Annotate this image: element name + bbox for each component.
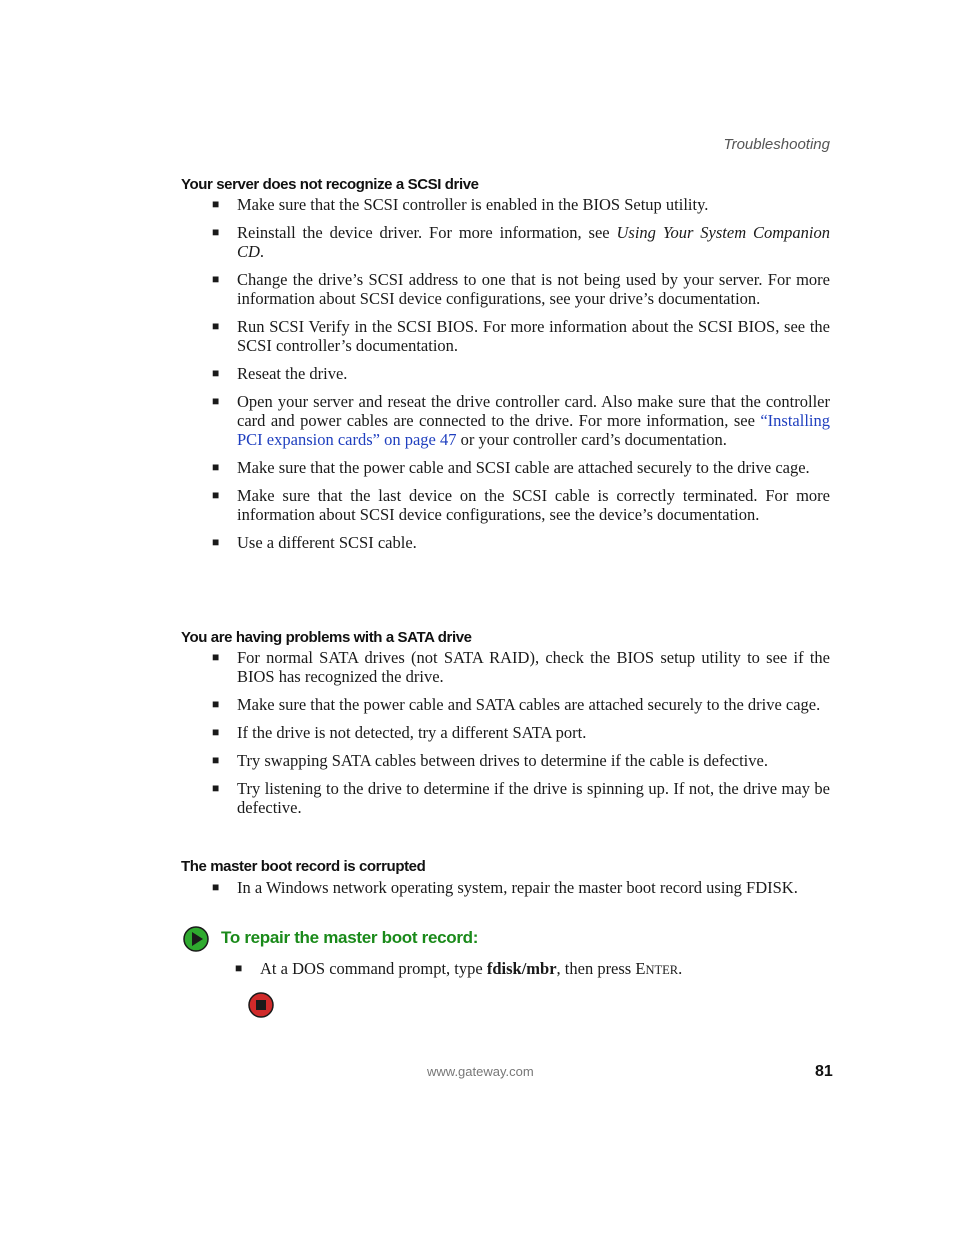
red-stop-icon: [248, 992, 274, 1018]
list-item: ■ Try swapping SATA cables between drives to determine if the cable is defective.: [212, 751, 768, 770]
page-number: 81: [815, 1063, 833, 1080]
bullet-icon: ■: [212, 753, 220, 767]
list-item: ■ Make sure that the SCSI controller is enabled in the BIOS Setup utility.: [212, 195, 709, 214]
scsi-troubleshooting-list: [212, 195, 830, 561]
list-item: ■ Use a different SCSI cable.: [212, 533, 417, 552]
procedure-step: ■ At a DOS command prompt, type fdisk/mbr, then press ENTER.: [235, 959, 683, 978]
pci-expansion-cards-link[interactable]: “Installing PCI expansion cards” on page 47: [237, 411, 830, 449]
bullet-icon: ■: [212, 535, 220, 549]
bullet-icon: ■: [212, 197, 220, 211]
bullet-icon: ■: [212, 394, 220, 408]
green-play-arrow-icon: [183, 926, 209, 952]
section-heading-scsi: Your server does not recognize a SCSI drive: [181, 176, 479, 193]
list-item: ■ Reseat the drive.: [212, 364, 348, 383]
bullet-icon: ■: [212, 781, 220, 795]
list-item: ■ For normal SATA drives (not SATA RAID), check the BIOS setup utility to see if the BIOS has recognized the drive.: [212, 648, 830, 686]
fdisk-command: fdisk/mbr: [486, 959, 557, 978]
bullet-icon: ■: [212, 880, 220, 894]
bullet-icon: ■: [212, 725, 220, 739]
list-item: ■ Reinstall the device driver. For more information, see Using Your System Companion CD.: [212, 223, 831, 261]
list-item: ■ Change the drive’s SCSI address to one that is not being used by your server. For more information about SCSI device configurations, see your drive’s documentation.: [212, 270, 830, 308]
running-header: Troubleshooting: [723, 136, 830, 153]
sata-troubleshooting-list: [212, 648, 830, 826]
list-item: ■ Open your server and reseat the drive controller card. Also make sure that the controller card and power cables are connected to the drive. For more information, see “Installing PCI expansion cards” on page 47 or your controller card’s documentation.: [212, 392, 830, 449]
mbr-list: [212, 878, 837, 906]
list-item: ■ If the drive is not detected, try a different SATA port.: [212, 723, 587, 742]
procedure-steps: [235, 959, 795, 989]
list-item: ■ Make sure that the power cable and SCSI cable are attached securely to the drive cage.: [212, 458, 810, 477]
bullet-icon: ■: [212, 366, 220, 380]
procedure-title: To repair the master boot record:: [221, 928, 479, 947]
bullet-icon: ■: [212, 697, 220, 711]
enter-key: ENTER: [635, 959, 679, 978]
list-item: ■ Make sure that the power cable and SATA cables are attached securely to the drive cage.: [212, 695, 821, 714]
bullet-icon: ■: [212, 650, 220, 664]
bullet-icon: ■: [212, 460, 220, 474]
footer-url: www.gateway.com: [427, 1064, 534, 1079]
bullet-icon: ■: [212, 272, 220, 286]
section-heading-sata: You are having problems with a SATA drive: [181, 629, 472, 646]
bullet-icon: ■: [212, 319, 220, 333]
bullet-icon: ■: [235, 961, 243, 975]
list-item: ■ Run SCSI Verify in the SCSI BIOS. For more information about the SCSI BIOS, see the SCSI controller’s documentation.: [212, 317, 830, 355]
list-item: ■ Make sure that the last device on the SCSI cable is correctly terminated. For more information about SCSI device configurations, see the device’s documentation.: [212, 486, 830, 524]
list-item: ■ In a Windows network operating system, repair the master boot record using FDISK.: [212, 878, 798, 897]
section-heading-mbr: The master boot record is corrupted: [181, 858, 426, 875]
companion-cd-title: Using Your System Companion CD: [237, 223, 831, 261]
list-item: ■ Try listening to the drive to determine if the drive is spinning up. If not, the drive may be defective.: [212, 779, 830, 817]
bullet-icon: ■: [212, 225, 220, 239]
bullet-icon: ■: [212, 488, 220, 502]
